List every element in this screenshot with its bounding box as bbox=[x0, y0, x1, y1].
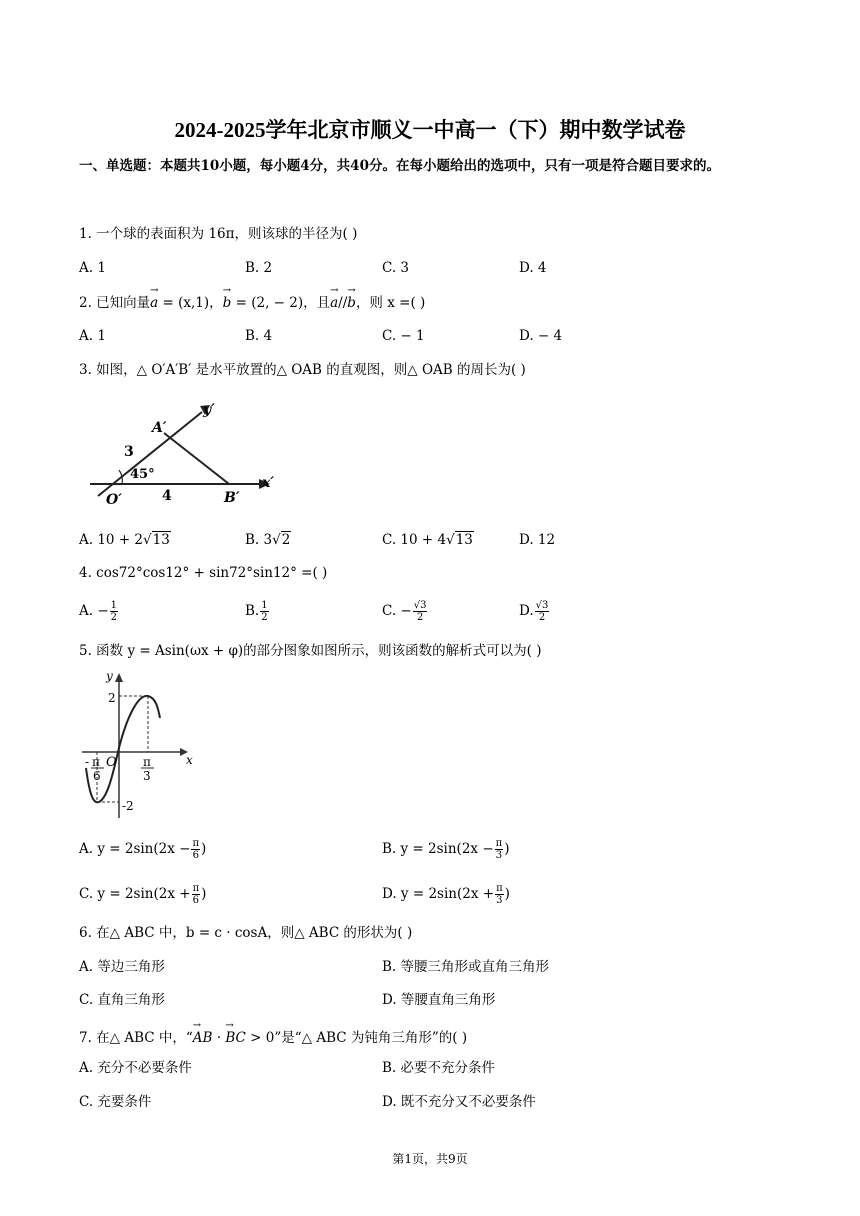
max-value-label: 2 bbox=[108, 691, 116, 705]
q2-option-c: C. − 1 bbox=[382, 328, 425, 344]
q1-option-d: D. 4 bbox=[519, 260, 547, 276]
q2-option-d: D. − 4 bbox=[519, 328, 563, 344]
q3-option-c: C. 10 + 4√13 bbox=[382, 532, 473, 548]
q6-option-b: B. 等腰三角形或直角三角形 bbox=[382, 959, 550, 975]
svg-text:-: - bbox=[85, 755, 90, 769]
tick-pi: π bbox=[143, 755, 151, 769]
q5-option-b: B. y = 2sin(2x − $\frac{\pi}{3}$ ) bbox=[382, 838, 510, 861]
q5-option-c: C. y = 2sin(2x + $\frac{\pi}{6}$ ) bbox=[79, 883, 207, 906]
label-o-prime: O′ bbox=[106, 492, 122, 508]
vector-bc: → BC bbox=[225, 1029, 246, 1047]
q7-option-d: D. 既不充分又不必要条件 bbox=[382, 1094, 536, 1110]
q5-option-a: A. y = 2sin(2x − $\frac{\pi}{6}$ ) bbox=[79, 838, 207, 861]
q4-option-c: C. − $\frac{√3}{2}$ bbox=[382, 600, 427, 623]
label-x-prime: x′ bbox=[262, 475, 275, 491]
vector-ab: → AB bbox=[193, 1029, 213, 1047]
q2-option-a: A. 1 bbox=[79, 328, 106, 344]
vector-b: → b bbox=[223, 294, 232, 312]
q1-option-c: C. 3 bbox=[382, 260, 410, 276]
label-side-3: 3 bbox=[124, 444, 134, 460]
q7-option-b: B. 必要不充分条件 bbox=[382, 1060, 496, 1076]
question-7-stem: 7. 在△ ABC 中，“→ AB · → BC > 0”是“△ ABC 为钝角三角形”的( ) bbox=[79, 1029, 467, 1047]
axis-label-x: x bbox=[186, 753, 193, 767]
q4-option-a: A. − $\frac{1}{2}$ bbox=[79, 600, 118, 623]
vector-a: → a bbox=[150, 294, 158, 312]
q2-option-b: B. 4 bbox=[245, 328, 273, 344]
label-a-prime: A′ bbox=[152, 420, 167, 436]
sine-graph-figure bbox=[82, 668, 202, 820]
tick-six: 6 bbox=[93, 769, 101, 783]
label-side-4: 4 bbox=[162, 488, 172, 504]
q7-option-a: A. 充分不必要条件 bbox=[79, 1060, 192, 1076]
q3-option-a: A. 10 + 2√13 bbox=[79, 532, 170, 548]
q4-option-d: D. $\frac{√3}{2}$ bbox=[519, 600, 549, 623]
origin-label: O bbox=[106, 755, 117, 770]
question-4-stem: 4. cos72°cos12° + sin72°sin12° =( ) bbox=[79, 565, 328, 581]
section-heading: 一、单选题：本题共10小题，每小题4分，共40分。在每小题给出的选项中，只有一项是符合题目要求的。 bbox=[79, 158, 720, 174]
q1-option-b: B. 2 bbox=[245, 260, 273, 276]
label-b-prime: B′ bbox=[224, 490, 240, 506]
q1-option-a: A. 1 bbox=[79, 260, 106, 276]
q3-option-d: D. 12 bbox=[519, 532, 556, 548]
q3-option-b: B. 3√2 bbox=[245, 532, 291, 548]
question-2-stem: 2. 已知向量→ a = (x,1)，→ b = (2, − 2)，且→ a//→ b，则 x =( ) bbox=[79, 294, 425, 312]
label-y-prime: y′ bbox=[203, 402, 215, 418]
axis-label-y: y bbox=[106, 669, 113, 683]
q6-option-d: D. 等腰直角三角形 bbox=[382, 992, 496, 1008]
q5-option-d: D. y = 2sin(2x + $\frac{\pi}{3}$ ) bbox=[382, 883, 510, 906]
q6-option-c: C. 直角三角形 bbox=[79, 992, 165, 1008]
q4-option-b: B. $\frac{1}{2}$ bbox=[245, 600, 268, 623]
q7-option-c: C. 充要条件 bbox=[79, 1094, 152, 1110]
tick-neg-pi: π bbox=[92, 755, 100, 769]
q6-option-a: A. 等边三角形 bbox=[79, 959, 165, 975]
question-3-stem: 3. 如图，△ O′A′B′ 是水平放置的△ OAB 的直观图，则△ OAB 的周长为( ) bbox=[79, 362, 526, 378]
oblique-triangle-figure bbox=[84, 392, 284, 512]
question-1-stem: 1. 一个球的表面积为 16π，则该球的半径为( ) bbox=[79, 226, 358, 242]
page-title: 2024-2025学年北京市顺义一中高一（下）期中数学试卷 bbox=[174, 118, 686, 142]
question-5-stem: 5. 函数 y = Asin(ωx + φ)的部分图象如图所示，则该函数的解析式可以为( ) bbox=[79, 643, 542, 659]
min-value-label: -2 bbox=[122, 799, 134, 813]
question-6-stem: 6. 在△ ABC 中，b = c · cosA，则△ ABC 的形状为( ) bbox=[79, 925, 413, 941]
page-footer: 第1页，共9页 bbox=[392, 1152, 468, 1166]
tick-three: 3 bbox=[143, 769, 151, 783]
label-angle-45: 45° bbox=[130, 467, 155, 482]
